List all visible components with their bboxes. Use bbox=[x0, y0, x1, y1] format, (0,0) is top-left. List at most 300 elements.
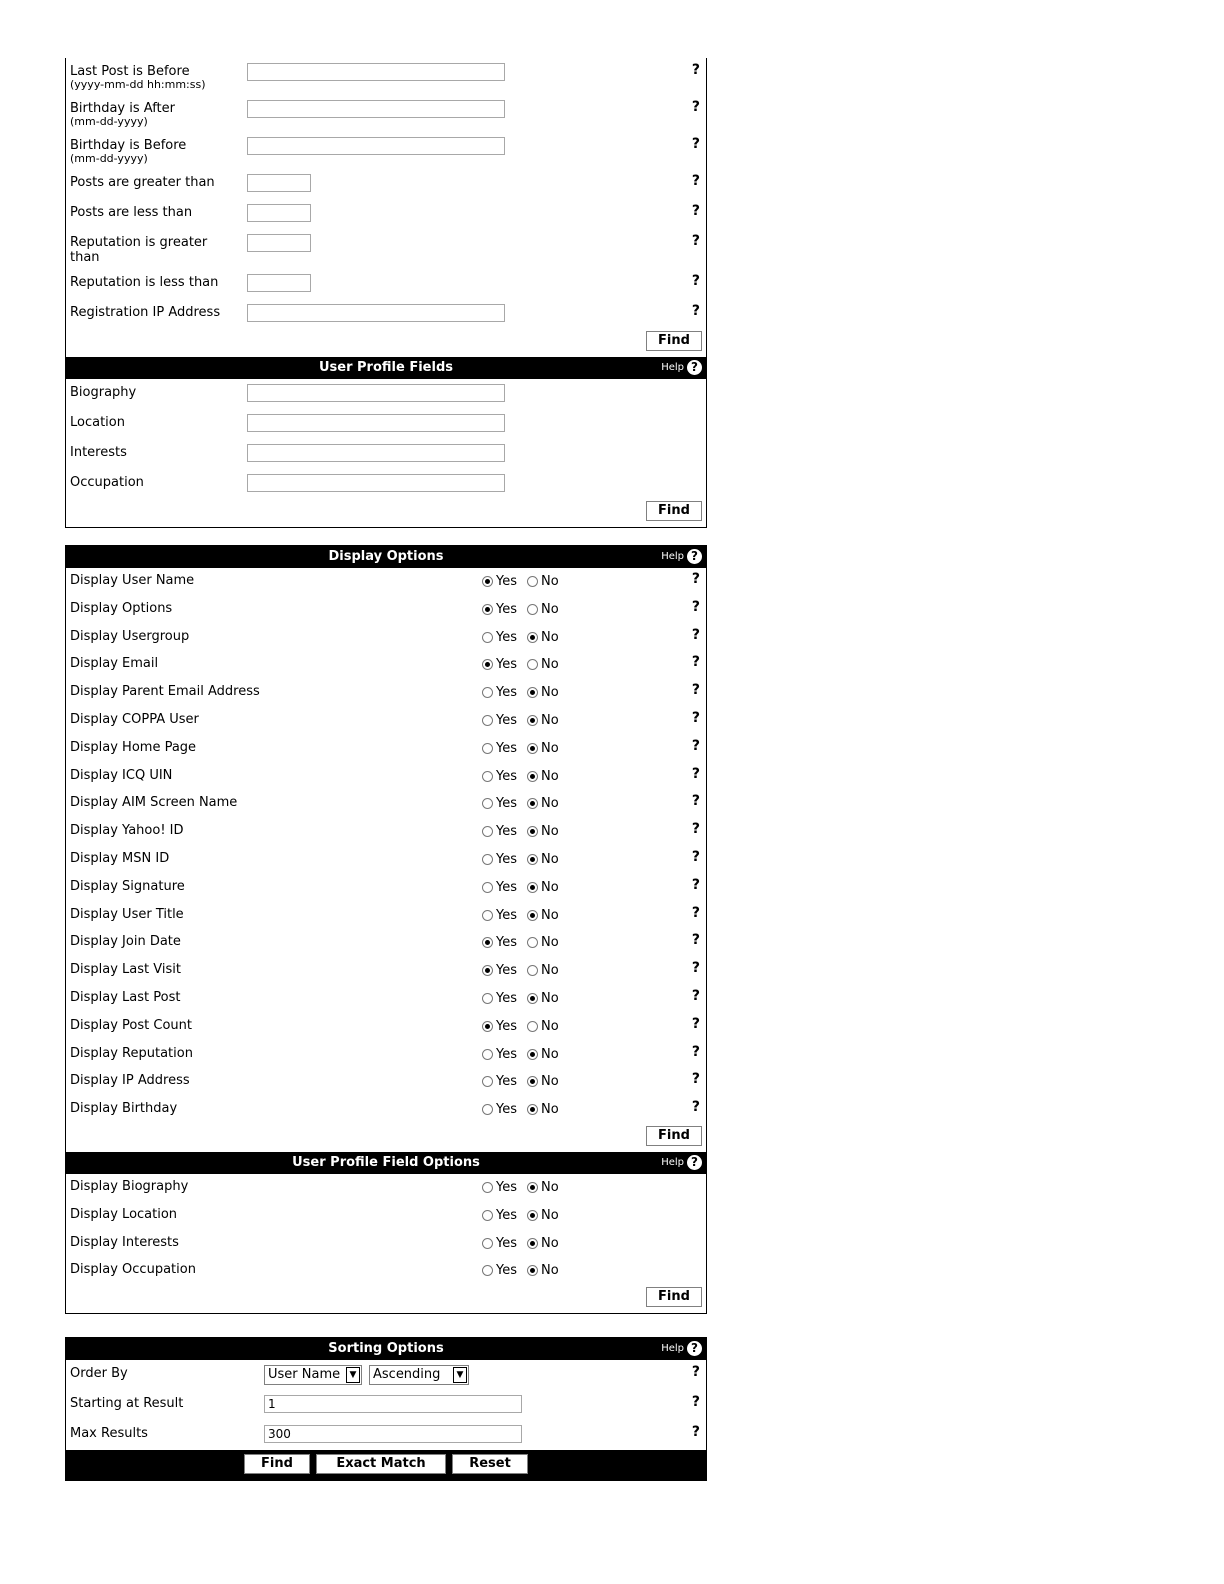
profile-field-label: Occupation bbox=[70, 475, 144, 490]
radio-button[interactable] bbox=[482, 687, 493, 698]
option-label: Display User Name bbox=[70, 573, 195, 588]
radio-label: Yes bbox=[496, 1207, 517, 1223]
order-by-row bbox=[66, 1360, 706, 1390]
help-question-icon[interactable]: ? bbox=[691, 1071, 700, 1088]
radio-button[interactable] bbox=[527, 854, 538, 865]
yes-no-radio-group bbox=[482, 1263, 569, 1278]
radio-button[interactable] bbox=[527, 965, 538, 976]
profile-field-options-help[interactable] bbox=[661, 1155, 702, 1170]
help-icon: ? bbox=[687, 1341, 702, 1356]
option-label: Display Last Post bbox=[70, 989, 181, 1005]
radio-label: No bbox=[541, 685, 559, 701]
yes-no-radio-group bbox=[482, 991, 569, 1006]
radio-option-no[interactable] bbox=[527, 963, 559, 978]
radio-option-yes[interactable] bbox=[482, 602, 517, 617]
radio-label: Yes bbox=[496, 740, 517, 756]
search-row-label-text: Reputation is less than bbox=[70, 275, 219, 290]
option-row bbox=[66, 1257, 706, 1285]
radio-button[interactable] bbox=[527, 715, 538, 726]
option-row bbox=[66, 818, 706, 846]
option-row bbox=[66, 1230, 706, 1258]
radio-option-no[interactable] bbox=[527, 880, 559, 895]
yes-no-radio-group bbox=[482, 602, 569, 617]
profile-field-options-find-button[interactable]: Find bbox=[646, 1287, 702, 1307]
help-question-icon[interactable]: ? bbox=[691, 1424, 700, 1440]
option-row bbox=[66, 1068, 706, 1096]
radio-button[interactable] bbox=[482, 937, 493, 948]
radio-button[interactable] bbox=[482, 1238, 493, 1249]
radio-button[interactable] bbox=[527, 937, 538, 948]
help-question-icon[interactable]: ? bbox=[691, 303, 700, 319]
help-question-icon[interactable]: ? bbox=[691, 62, 700, 78]
radio-button[interactable] bbox=[527, 687, 538, 698]
search-row-label bbox=[70, 305, 220, 320]
sorting-options-help[interactable] bbox=[661, 1341, 702, 1356]
radio-option-no[interactable] bbox=[527, 630, 559, 645]
search-criteria-input[interactable] bbox=[247, 304, 505, 322]
option-row bbox=[66, 1174, 706, 1202]
search-row-hint: (mm-dd-yyyy) bbox=[70, 115, 148, 128]
radio-label: No bbox=[541, 963, 559, 979]
display-options-panel bbox=[65, 545, 707, 1314]
radio-button[interactable] bbox=[527, 1238, 538, 1249]
radio-button[interactable] bbox=[482, 965, 493, 976]
radio-label: Yes bbox=[496, 796, 517, 812]
option-label: Display IP Address bbox=[70, 1073, 190, 1089]
radio-button[interactable] bbox=[482, 882, 493, 893]
radio-option-no[interactable] bbox=[527, 1263, 559, 1278]
profile-field-row bbox=[66, 469, 706, 499]
radio-option-no[interactable] bbox=[527, 852, 559, 867]
help-question-icon[interactable]: ? bbox=[691, 682, 700, 699]
profile-field-input[interactable] bbox=[247, 444, 505, 462]
direction-value: Ascending bbox=[373, 1367, 441, 1382]
radio-button[interactable] bbox=[527, 576, 538, 587]
radio-label: Yes bbox=[496, 1102, 517, 1118]
search-row bbox=[66, 169, 706, 199]
radio-button[interactable] bbox=[482, 604, 493, 615]
radio-option-yes[interactable] bbox=[482, 1019, 517, 1034]
sorting-options-title: Sorting Options bbox=[328, 1341, 444, 1356]
radio-option-no[interactable] bbox=[527, 935, 559, 950]
option-label: Display Birthday bbox=[70, 1101, 178, 1117]
radio-button[interactable] bbox=[527, 1104, 538, 1115]
yes-no-radio-group bbox=[482, 574, 569, 589]
profile-fields-help[interactable] bbox=[661, 360, 702, 375]
help-question-icon[interactable]: ? bbox=[691, 173, 700, 189]
help-icon: ? bbox=[687, 360, 702, 375]
option-row bbox=[66, 1013, 706, 1041]
radio-option-yes[interactable] bbox=[482, 685, 517, 700]
option-label: Display Signature bbox=[70, 878, 185, 894]
radio-option-no[interactable] bbox=[527, 574, 559, 589]
radio-option-yes[interactable] bbox=[482, 824, 517, 839]
help-question-icon[interactable]: ? bbox=[691, 765, 700, 782]
radio-label: No bbox=[541, 740, 559, 756]
option-row bbox=[66, 957, 706, 985]
help-question-icon[interactable]: ? bbox=[691, 598, 700, 615]
radio-button[interactable] bbox=[482, 798, 493, 809]
radio-option-yes[interactable] bbox=[482, 1180, 517, 1195]
search-row bbox=[66, 58, 706, 95]
option-row bbox=[66, 929, 706, 957]
yes-no-radio-group bbox=[482, 935, 569, 950]
profile-field-input[interactable] bbox=[247, 474, 505, 492]
radio-option-no[interactable] bbox=[527, 769, 559, 784]
help-question-icon[interactable]: ? bbox=[691, 709, 700, 726]
radio-button[interactable] bbox=[527, 1049, 538, 1060]
radio-label: No bbox=[541, 768, 559, 784]
radio-option-yes[interactable] bbox=[482, 796, 517, 811]
profile-field-row bbox=[66, 439, 706, 469]
radio-label: No bbox=[541, 824, 559, 840]
yes-no-radio-group bbox=[482, 769, 569, 784]
search-rows bbox=[66, 58, 706, 329]
radio-label: Yes bbox=[496, 1235, 517, 1251]
radio-button[interactable] bbox=[527, 1210, 538, 1221]
radio-button[interactable] bbox=[527, 1076, 538, 1087]
radio-label: Yes bbox=[496, 824, 517, 840]
help-question-icon[interactable]: ? bbox=[691, 1364, 700, 1380]
help-question-icon[interactable]: ? bbox=[691, 233, 700, 249]
radio-label: No bbox=[541, 1046, 559, 1062]
radio-button[interactable] bbox=[527, 743, 538, 754]
help-question-icon[interactable]: ? bbox=[691, 793, 700, 810]
radio-button[interactable] bbox=[527, 910, 538, 921]
help-icon: ? bbox=[687, 1155, 702, 1170]
option-label: Display Email bbox=[70, 656, 159, 672]
radio-button[interactable] bbox=[482, 743, 493, 754]
display-options-header bbox=[66, 546, 706, 568]
radio-label: Yes bbox=[496, 990, 517, 1006]
radio-button[interactable] bbox=[527, 771, 538, 782]
radio-button[interactable] bbox=[482, 576, 493, 587]
max-results-input[interactable] bbox=[264, 1425, 522, 1443]
profile-field-label: Interests bbox=[70, 445, 127, 460]
help-question-icon[interactable]: ? bbox=[691, 737, 700, 754]
radio-button[interactable] bbox=[527, 1182, 538, 1193]
search-row bbox=[66, 299, 706, 329]
radio-label: Yes bbox=[496, 768, 517, 784]
max-results-row bbox=[66, 1420, 706, 1450]
radio-option-no[interactable] bbox=[527, 991, 559, 1006]
help-question-icon[interactable]: ? bbox=[691, 932, 700, 949]
search-criteria-input[interactable] bbox=[247, 100, 505, 118]
display-options-find-button[interactable]: Find bbox=[646, 1126, 702, 1146]
search-criteria-input[interactable] bbox=[247, 63, 505, 81]
radio-label: No bbox=[541, 907, 559, 923]
radio-button[interactable] bbox=[527, 1021, 538, 1032]
option-label: Display Parent Email Address bbox=[70, 684, 260, 700]
radio-button[interactable] bbox=[482, 993, 493, 1004]
order-by-label: Order By bbox=[70, 1366, 128, 1381]
option-row bbox=[66, 651, 706, 679]
option-label: Display MSN ID bbox=[70, 850, 170, 866]
help-question-icon[interactable]: ? bbox=[691, 1099, 700, 1116]
help-question-icon[interactable]: ? bbox=[691, 960, 700, 977]
radio-option-no[interactable] bbox=[527, 1074, 559, 1089]
order-by-value: User Name bbox=[268, 1367, 341, 1382]
yes-no-radio-group bbox=[482, 630, 569, 645]
option-row bbox=[66, 624, 706, 652]
help-question-icon[interactable]: ? bbox=[691, 1043, 700, 1060]
radio-option-no[interactable] bbox=[527, 685, 559, 700]
search-row bbox=[66, 229, 706, 269]
search-criteria-input[interactable] bbox=[247, 174, 311, 192]
radio-button[interactable] bbox=[482, 1049, 493, 1060]
radio-option-yes[interactable] bbox=[482, 657, 517, 672]
radio-label: No bbox=[541, 1179, 559, 1195]
radio-option-no[interactable] bbox=[527, 796, 559, 811]
search-row-label bbox=[70, 235, 220, 265]
radio-button[interactable] bbox=[527, 659, 538, 670]
profile-field-input[interactable] bbox=[247, 384, 505, 402]
radio-button[interactable] bbox=[527, 993, 538, 1004]
radio-label: Yes bbox=[496, 907, 517, 923]
radio-option-yes[interactable] bbox=[482, 574, 517, 589]
yes-no-radio-group bbox=[482, 1208, 569, 1223]
start-result-input[interactable] bbox=[264, 1395, 522, 1413]
profile-field-rows bbox=[66, 379, 706, 499]
radio-option-yes[interactable] bbox=[482, 880, 517, 895]
help-label: Help bbox=[661, 551, 684, 562]
help-question-icon[interactable]: ? bbox=[691, 571, 700, 587]
radio-label: No bbox=[541, 601, 559, 617]
radio-button[interactable] bbox=[482, 632, 493, 643]
help-question-icon[interactable]: ? bbox=[691, 1015, 700, 1032]
help-label: Help bbox=[661, 1156, 684, 1168]
radio-option-no[interactable] bbox=[527, 1180, 559, 1195]
search-row-label-text: Posts are less than bbox=[70, 205, 193, 220]
exact-match-button[interactable]: Exact Match bbox=[316, 1454, 446, 1474]
option-row bbox=[66, 985, 706, 1013]
radio-label: No bbox=[541, 629, 559, 645]
radio-option-yes[interactable] bbox=[482, 1047, 517, 1062]
profile-fields-find-button[interactable]: Find bbox=[646, 501, 702, 521]
help-label: Help bbox=[661, 1343, 684, 1354]
radio-button[interactable] bbox=[527, 604, 538, 615]
profile-field-option-rows bbox=[66, 1174, 706, 1285]
yes-no-radio-group bbox=[482, 908, 569, 923]
radio-button[interactable] bbox=[482, 1076, 493, 1087]
find-button[interactable]: Find bbox=[244, 1454, 310, 1474]
radio-button[interactable] bbox=[482, 854, 493, 865]
radio-button[interactable] bbox=[482, 1210, 493, 1221]
radio-label: No bbox=[541, 1263, 559, 1279]
radio-option-yes[interactable] bbox=[482, 1102, 517, 1117]
radio-button[interactable] bbox=[482, 910, 493, 921]
search-criteria-input[interactable] bbox=[247, 274, 311, 292]
help-question-icon[interactable]: ? bbox=[691, 987, 700, 1004]
option-label: Display Last Visit bbox=[70, 962, 181, 978]
radio-option-yes[interactable] bbox=[482, 1263, 517, 1278]
radio-option-no[interactable] bbox=[527, 824, 559, 839]
radio-button[interactable] bbox=[482, 826, 493, 837]
radio-label: No bbox=[541, 935, 559, 951]
radio-button[interactable] bbox=[527, 632, 538, 643]
start-row bbox=[66, 1390, 706, 1420]
yes-no-radio-group bbox=[482, 1102, 569, 1117]
radio-option-no[interactable] bbox=[527, 741, 559, 756]
search-find-row bbox=[66, 329, 706, 357]
radio-option-no[interactable] bbox=[527, 713, 559, 728]
search-row bbox=[66, 199, 706, 229]
option-label: Display Home Page bbox=[70, 739, 197, 755]
option-row bbox=[66, 874, 706, 902]
option-label: Display Yahoo! ID bbox=[70, 823, 184, 839]
radio-option-yes[interactable] bbox=[482, 908, 517, 923]
radio-option-no[interactable] bbox=[527, 1208, 559, 1223]
help-question-icon[interactable]: ? bbox=[691, 99, 700, 115]
radio-button[interactable] bbox=[527, 882, 538, 893]
pfo-find-row bbox=[66, 1285, 706, 1313]
radio-label: Yes bbox=[496, 629, 517, 645]
sorting-button-bar bbox=[66, 1450, 706, 1480]
radio-option-yes[interactable] bbox=[482, 1208, 517, 1223]
profile-find-row bbox=[66, 499, 706, 527]
help-question-icon[interactable]: ? bbox=[691, 273, 700, 289]
help-question-icon[interactable]: ? bbox=[691, 848, 700, 865]
radio-label: No bbox=[541, 1207, 559, 1223]
radio-label: No bbox=[541, 657, 559, 673]
radio-button[interactable] bbox=[482, 1265, 493, 1276]
profile-fields-header bbox=[66, 357, 706, 379]
option-label: Display Post Count bbox=[70, 1017, 192, 1033]
radio-button[interactable] bbox=[527, 1265, 538, 1276]
radio-option-no[interactable] bbox=[527, 1236, 559, 1251]
radio-label: No bbox=[541, 1018, 559, 1034]
help-question-icon[interactable]: ? bbox=[691, 654, 700, 671]
option-label: Display COPPA User bbox=[70, 711, 199, 727]
option-label: Display Reputation bbox=[70, 1045, 193, 1061]
search-row bbox=[66, 269, 706, 299]
direction-select[interactable] bbox=[369, 1365, 469, 1385]
option-row bbox=[66, 1096, 706, 1124]
search-criteria-panel bbox=[65, 58, 707, 528]
radio-option-yes[interactable] bbox=[482, 769, 517, 784]
radio-option-no[interactable] bbox=[527, 1047, 559, 1062]
search-find-button[interactable]: Find bbox=[646, 331, 702, 351]
option-label: Display User Title bbox=[70, 906, 184, 922]
help-question-icon[interactable]: ? bbox=[691, 876, 700, 893]
radio-button[interactable] bbox=[527, 798, 538, 809]
yes-no-radio-group bbox=[482, 852, 569, 867]
yes-no-radio-group bbox=[482, 685, 569, 700]
profile-fields-title: User Profile Fields bbox=[318, 360, 453, 375]
radio-label: Yes bbox=[496, 1179, 517, 1195]
help-question-icon[interactable]: ? bbox=[691, 821, 700, 838]
radio-button[interactable] bbox=[482, 771, 493, 782]
radio-button[interactable] bbox=[482, 1021, 493, 1032]
radio-label: No bbox=[541, 1235, 559, 1251]
help-question-icon[interactable]: ? bbox=[691, 626, 700, 643]
search-row-label bbox=[70, 275, 218, 290]
option-row bbox=[66, 568, 706, 596]
option-label: Display Usergroup bbox=[70, 628, 190, 644]
radio-button[interactable] bbox=[527, 826, 538, 837]
radio-option-yes[interactable] bbox=[482, 1236, 517, 1251]
search-row-label bbox=[70, 101, 175, 128]
help-question-icon[interactable]: ? bbox=[691, 1394, 700, 1410]
search-row bbox=[66, 95, 706, 132]
search-row-label-text: Registration IP Address bbox=[70, 305, 221, 320]
search-criteria-input[interactable] bbox=[247, 137, 505, 155]
max-results-label: Max Results bbox=[70, 1426, 148, 1441]
radio-option-yes[interactable] bbox=[482, 1074, 517, 1089]
help-question-icon[interactable]: ? bbox=[691, 136, 700, 152]
profile-field-input[interactable] bbox=[247, 414, 505, 432]
option-label: Display Biography bbox=[70, 1178, 189, 1194]
radio-label: Yes bbox=[496, 1018, 517, 1034]
radio-option-yes[interactable] bbox=[482, 852, 517, 867]
radio-button[interactable] bbox=[482, 715, 493, 726]
radio-label: No bbox=[541, 574, 559, 589]
profile-field-label: Location bbox=[70, 415, 125, 430]
search-row-label-text: Birthday is Before bbox=[70, 138, 187, 153]
radio-option-no[interactable] bbox=[527, 1019, 559, 1034]
radio-label: Yes bbox=[496, 1046, 517, 1062]
radio-label: Yes bbox=[496, 963, 517, 979]
radio-label: Yes bbox=[496, 935, 517, 951]
radio-label: No bbox=[541, 851, 559, 867]
radio-button[interactable] bbox=[482, 1104, 493, 1115]
display-option-rows bbox=[66, 568, 706, 1124]
radio-label: No bbox=[541, 712, 559, 728]
display-find-row bbox=[66, 1124, 706, 1152]
order-by-select[interactable] bbox=[264, 1365, 362, 1385]
profile-field-row bbox=[66, 379, 706, 409]
radio-button[interactable] bbox=[482, 659, 493, 670]
radio-option-yes[interactable] bbox=[482, 713, 517, 728]
search-criteria-input[interactable] bbox=[247, 234, 311, 252]
chevron-down-icon[interactable]: ▼ bbox=[346, 1367, 360, 1383]
radio-option-no[interactable] bbox=[527, 1102, 559, 1117]
option-row bbox=[66, 707, 706, 735]
radio-option-yes[interactable] bbox=[482, 963, 517, 978]
profile-field-row bbox=[66, 409, 706, 439]
option-row bbox=[66, 735, 706, 763]
yes-no-radio-group bbox=[482, 1019, 569, 1034]
yes-no-radio-group bbox=[482, 824, 569, 839]
radio-option-yes[interactable] bbox=[482, 630, 517, 645]
profile-field-options-title: User Profile Field Options bbox=[292, 1154, 480, 1170]
reset-button[interactable]: Reset bbox=[452, 1454, 528, 1474]
radio-option-yes[interactable] bbox=[482, 935, 517, 950]
option-row bbox=[66, 790, 706, 818]
help-question-icon[interactable]: ? bbox=[691, 904, 700, 921]
chevron-down-icon[interactable]: ▼ bbox=[453, 1367, 467, 1383]
search-row-label-text: Birthday is After bbox=[70, 101, 175, 116]
help-question-icon[interactable]: ? bbox=[691, 203, 700, 219]
option-label: Display Location bbox=[70, 1206, 178, 1222]
option-row bbox=[66, 846, 706, 874]
radio-label: Yes bbox=[496, 1074, 517, 1090]
yes-no-radio-group bbox=[482, 1047, 569, 1062]
radio-option-no[interactable] bbox=[527, 908, 559, 923]
radio-button[interactable] bbox=[482, 1182, 493, 1193]
radio-option-yes[interactable] bbox=[482, 991, 517, 1006]
radio-option-no[interactable] bbox=[527, 657, 559, 672]
display-options-help[interactable] bbox=[661, 549, 702, 564]
radio-label: Yes bbox=[496, 879, 517, 895]
yes-no-radio-group bbox=[482, 1236, 569, 1251]
search-row-label bbox=[70, 205, 192, 220]
radio-option-yes[interactable] bbox=[482, 741, 517, 756]
yes-no-radio-group bbox=[482, 1074, 569, 1089]
option-row bbox=[66, 902, 706, 930]
radio-option-no[interactable] bbox=[527, 602, 559, 617]
search-criteria-input[interactable] bbox=[247, 204, 311, 222]
